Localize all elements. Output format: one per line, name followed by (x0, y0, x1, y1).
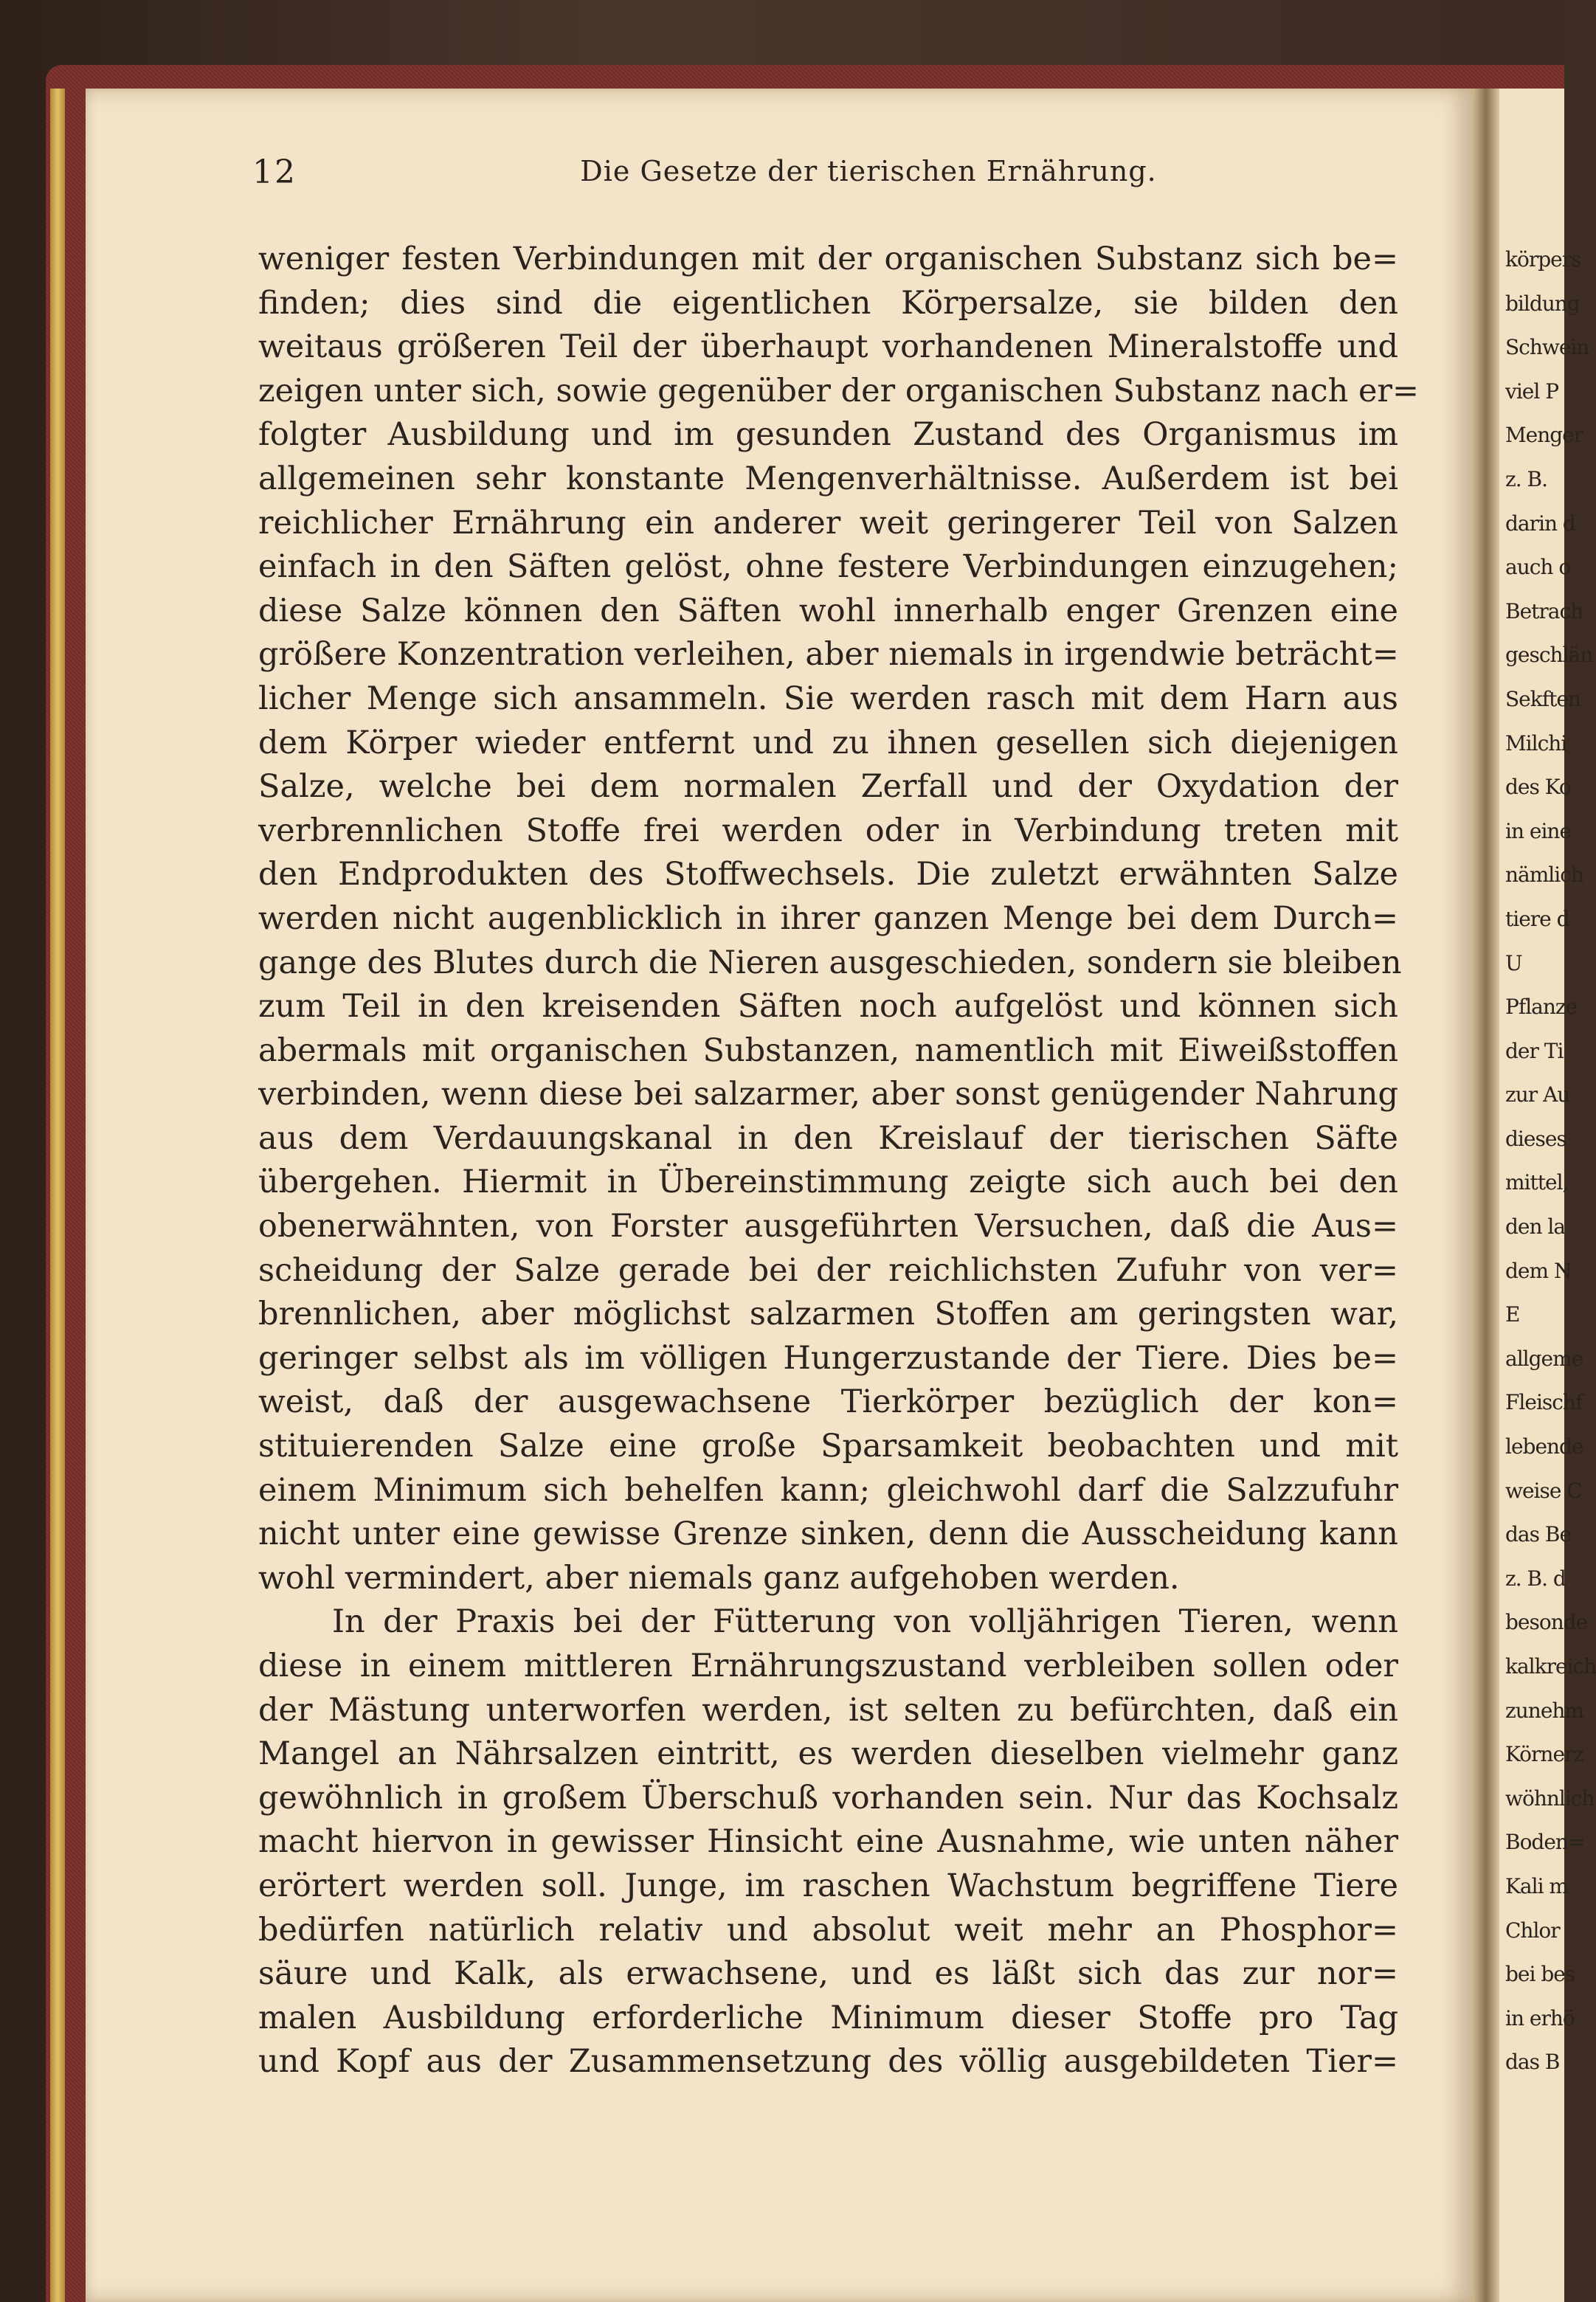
adjacent-fragment: das B (1505, 2050, 1560, 2075)
adjacent-fragment: Betrach (1505, 598, 1583, 623)
adjacent-fragment: Körnerz (1505, 1742, 1584, 1767)
adjacent-fragment: darin d (1505, 511, 1575, 536)
adjacent-fragment: z. B. (1505, 466, 1548, 491)
text-line: scheidung der Salze gerade bei der reichlichsten Zufuhr von ver= (258, 1251, 1398, 1289)
adjacent-fragment: besonde (1505, 1610, 1588, 1635)
adjacent-fragment: in erhö (1505, 2005, 1575, 2030)
text-line: dem Körper wieder entfernt und zu ihnen gesellen sich diejenigen (258, 724, 1398, 761)
text-line: gange des Blutes durch die Nieren ausgeschieden, sondern sie bleiben (258, 944, 1402, 981)
text-line: folgter Ausbildung und im gesunden Zustand des Organismus im (258, 416, 1398, 454)
adjacent-fragment: lebende (1505, 1434, 1583, 1459)
adjacent-fragment: bildung (1505, 291, 1580, 316)
text-line: stituierenden Salze eine große Sparsamkeit beobachten und mit (258, 1428, 1398, 1465)
text-line: finden; dies sind die eigentlichen Körpersalze, sie bilden den (258, 284, 1398, 322)
adjacent-fragment: körpers (1505, 247, 1581, 272)
text-line: diese in einem mittleren Ernährungszustand verbleiben sollen oder (258, 1648, 1398, 1684)
book-gutter (1473, 89, 1499, 2302)
adjacent-fragment: E (1505, 1302, 1520, 1327)
adjacent-fragment: geschlän (1505, 643, 1593, 668)
text-line: verbinden, wenn diese bei salzarmer, aber sonst genügender Nahrung (258, 1076, 1398, 1113)
adjacent-fragment: auch o (1505, 555, 1571, 580)
text-line: Mangel an Nährsalzen eintritt, es werden dieselben vielmehr ganz (258, 1735, 1398, 1773)
text-line: zeigen unter sich, sowie gegenüber der organischen Substanz nach er= (258, 372, 1420, 409)
adjacent-fragment: Schwein (1505, 335, 1589, 360)
text-line: reichlicher Ernährung ein anderer weit geringerer Teil von Salzen (258, 504, 1398, 542)
adjacent-fragment: tiere d (1505, 906, 1569, 931)
text-line: allgemeinen sehr konstante Mengenverhältnisse. Außerdem ist bei (258, 460, 1398, 497)
text-line: einem Minimum sich behelfen kann; gleichwohl darf die Salzzufuhr (258, 1471, 1398, 1509)
text-line: den Endprodukten des Stoffwechsels. Die zuletzt erwähnten Salze (258, 856, 1398, 894)
adjacent-fragment: bei bes (1505, 1962, 1575, 1987)
text-line: licher Menge sich ansammeln. Sie werden rasch mit dem Harn aus (258, 680, 1398, 717)
text-line: wohl vermindert, aber niemals ganz aufgehoben werden. (258, 1559, 1180, 1597)
text-line: gewöhnlich in großem Überschuß vorhanden sein. Nur das Kochsalz (258, 1779, 1398, 1817)
adjacent-fragment: des Ko (1505, 775, 1571, 800)
text-line: weniger festen Verbindungen mit der organischen Substanz sich be= (258, 241, 1398, 277)
adjacent-fragment: U (1505, 950, 1522, 975)
text-line: erörtert werden soll. Junge, im raschen Wachstum begriffene Tiere (258, 1867, 1398, 1904)
adjacent-fragment: Menger (1505, 423, 1583, 448)
text-line: größere Konzentration verleihen, aber niemals in irgendwie beträcht= (258, 636, 1399, 674)
adjacent-fragment: viel P (1505, 379, 1559, 404)
adjacent-fragment: zunehm (1505, 1698, 1583, 1723)
page-number: 12 (252, 153, 297, 191)
adjacent-fragment: zur Au (1505, 1082, 1570, 1107)
text-line: zum Teil in den kreisenden Säften noch aufgelöst und können sich (258, 988, 1398, 1026)
text-line: nicht unter eine gewisse Grenze sinken, denn die Ausscheidung kann (258, 1515, 1398, 1553)
adjacent-fragment: kalkreich (1505, 1654, 1596, 1679)
adjacent-fragment: wöhnlich (1505, 1786, 1595, 1811)
text-line: übergehen. Hiermit in Übereinstimmung zeigte sich auch bei den (258, 1164, 1398, 1201)
text-line: Salze, welche bei dem normalen Zerfall und der Oxydation der (258, 768, 1398, 806)
text-line: bedürfen natürlich relativ und absolut weit mehr an Phosphor= (258, 1911, 1398, 1949)
adjacent-fragment: Sekften (1505, 686, 1581, 711)
adjacent-fragment: mittel, (1505, 1170, 1569, 1195)
adjacent-fragment: nämlich (1505, 863, 1583, 888)
page-body-text (258, 238, 1420, 2084)
adjacent-fragment: Fleischf (1505, 1390, 1583, 1415)
adjacent-fragment: den la (1505, 1214, 1566, 1240)
adjacent-fragment: in eine (1505, 818, 1572, 843)
text-line: macht hiervon in gewisser Hinsicht eine Ausnahme, wie unten näher (258, 1823, 1398, 1861)
text-line: werden nicht augenblicklich in ihrer ganzen Menge bei dem Durch= (258, 899, 1398, 937)
adjacent-fragment: allgeme (1505, 1346, 1583, 1371)
text-line: diese Salze können den Säften wohl innerhalb enger Grenzen eine (258, 592, 1398, 629)
page-edge (50, 89, 65, 2302)
adjacent-fragment: Chlor (1505, 1918, 1560, 1943)
text-line: säure und Kalk, als erwachsene, und es läßt sich das zur nor= (258, 1955, 1398, 1993)
adjacent-fragment: dieses (1505, 1126, 1566, 1151)
adjacent-fragment: Boden= (1505, 1830, 1585, 1855)
adjacent-fragment: z. B. d (1505, 1566, 1566, 1591)
text-line: der Mästung unterworfen werden, ist selten zu befürchten, daß ein (258, 1691, 1398, 1729)
adjacent-page-text (1505, 238, 1596, 2084)
adjacent-fragment: das Be (1505, 1522, 1572, 1547)
adjacent-fragment: Milchi (1505, 730, 1567, 756)
page-header (252, 153, 1396, 198)
adjacent-fragment: Kali m (1505, 1873, 1568, 1898)
adjacent-fragment: der Ti (1505, 1038, 1564, 1063)
text-line: obenerwähnten, von Forster ausgeführten Versuchen, daß die Aus= (258, 1208, 1398, 1245)
adjacent-fragment: Pflanze (1505, 995, 1578, 1020)
adjacent-fragment: weise C (1505, 1478, 1582, 1503)
adjacent-fragment: dem N (1505, 1258, 1572, 1283)
text-line: und Kopf aus der Zusammensetzung des völlig ausgebildeten Tier= (258, 2043, 1398, 2081)
text-line: In der Praxis bei der Fütterung von volljährigen Tieren, wenn (332, 1603, 1398, 1641)
text-line: geringer selbst als im völligen Hungerzustande der Tiere. Dies be= (258, 1339, 1398, 1377)
text-line: weist, daß der ausgewachsene Tierkörper bezüglich der kon= (258, 1383, 1398, 1421)
text-line: brennlichen, aber möglichst salzarmen Stoffen am geringsten war, (258, 1296, 1398, 1333)
text-line: abermals mit organischen Substanzen, namentlich mit Eiweißstoffen (258, 1031, 1398, 1069)
text-line: malen Ausbildung erforderliche Minimum dieser Stoffe pro Tag (258, 1999, 1398, 2036)
text-line: weitaus größeren Teil der überhaupt vorhandenen Mineralstoffe und (258, 328, 1398, 366)
text-line: einfach in den Säften gelöst, ohne festere Verbindungen einzugehen; (258, 548, 1398, 586)
text-line: verbrennlichen Stoffe frei werden oder in Verbindung treten mit (258, 812, 1398, 849)
text-line: aus dem Verdauungskanal in den Kreislauf der tierischen Säfte (258, 1119, 1398, 1157)
running-title: Die Gesetze der tierischen Ernährung. (580, 155, 1157, 187)
